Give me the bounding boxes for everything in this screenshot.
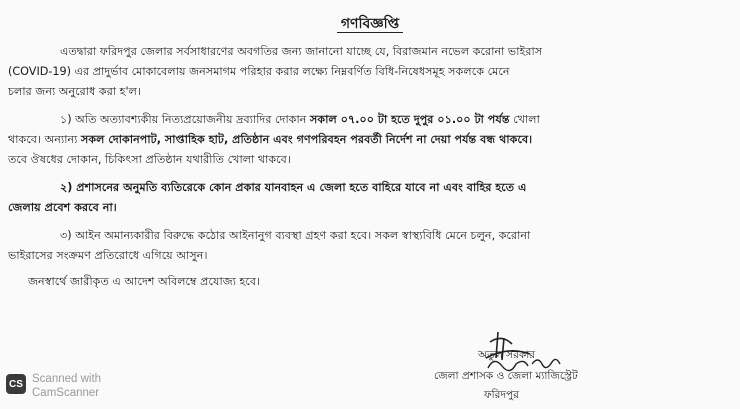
camscanner-logo-icon: CS <box>6 374 26 394</box>
item-1-line-2 <box>8 130 732 150</box>
item-1-line-2-bold: সকল দোকানপাট, সাপ্তাহিক হাট, প্রতিষ্ঠান এবং গণপরিবহন পরবর্তী নির্দেশ না দেয়া পর্যন্ত বন্ধ থাকবে। <box>80 133 533 146</box>
item-3-line-2: ভাইরাসের সংক্রমণ প্রতিরোধে এগিয়ে আসুন। <box>8 249 208 262</box>
watermark-line-2: CamScanner <box>32 387 100 399</box>
intro-paragraph <box>8 42 732 102</box>
closing-paragraph <box>8 272 732 292</box>
item-2-paragraph <box>8 178 732 218</box>
intro-line-1: এতদ্বারা ফরিদপুর জেলার সর্বসাধারণের অবগতির জন্য জানানো যাচ্ছে যে, বিরাজমান নভেল করোনা ভাইরাস <box>60 45 543 58</box>
item-1-line-1-text-c: খোলা <box>509 113 540 126</box>
signatory-designation: জেলা প্রশাসক ও জেলা ম্যাজিস্ট্রেট <box>434 370 578 382</box>
item-1-paragraph <box>8 110 732 170</box>
item-1-line-2-text-a: থাকবে। অন্যান্য <box>8 133 81 146</box>
signatory-name: অতুল সরকার <box>478 349 536 361</box>
watermark-line-1: Scanned with <box>32 373 102 385</box>
closing-line: জনস্বার্থে জারীকৃত এ আদেশ অবিলম্বে প্রযোজ্য হবে। <box>28 275 261 288</box>
item-2-line-2: জেলায় প্রবেশ করবে না। <box>8 201 117 214</box>
item-1-line-1 <box>8 110 732 130</box>
camscanner-watermark <box>32 372 101 400</box>
signatory-place: ফরিদপুর <box>484 389 519 401</box>
item-1-line-3: তবে ঔষধের দোকান, চিকিৎসা প্রতিষ্ঠান যথারীতি খোলা থাকবে। <box>8 153 291 166</box>
item-3-line-1: ৩) আইন অমান্যকারীর বিরুদ্ধে কঠোর আইনানুগ ব্যবস্থা গ্রহণ করা হবে। সকল স্বাস্থ্যবিধি মেনে চলুন, করোনা <box>60 229 531 242</box>
notice-title <box>0 12 740 36</box>
intro-line-2: (COVID-19) এর প্রাদুর্ভাব মোকাবেলায় জনসমাগম পরিহার করার লক্ষ্যে নিম্নবর্ণিত বিধি-নিষেধসমূহ সকলকে মেনে <box>8 65 510 78</box>
notice-title-text: গণবিজ্ঞপ্তি <box>337 16 403 33</box>
item-2-line-1: ২) প্রশাসনের অনুমতি ব্যতিরেকে কোন প্রকার যানবাহন এ জেলা হতে বাহিরে যাবে না এবং বাহির হতে এ <box>60 181 527 194</box>
item-1-line-1-text-a: ১) অতি অত্যাবশ্যকীয় নিত্যপ্রয়োজনীয় দ্রব্যাদির দোকান <box>60 113 310 126</box>
item-1-line-1-bold: সকাল ০৭.০০ টা হতে দুপুর ০১.০০ টা পর্যন্ত <box>310 113 510 126</box>
intro-line-3: চলার জন্য অনুরোধ করা হ'ল। <box>8 85 141 98</box>
item-3-paragraph <box>8 226 732 266</box>
